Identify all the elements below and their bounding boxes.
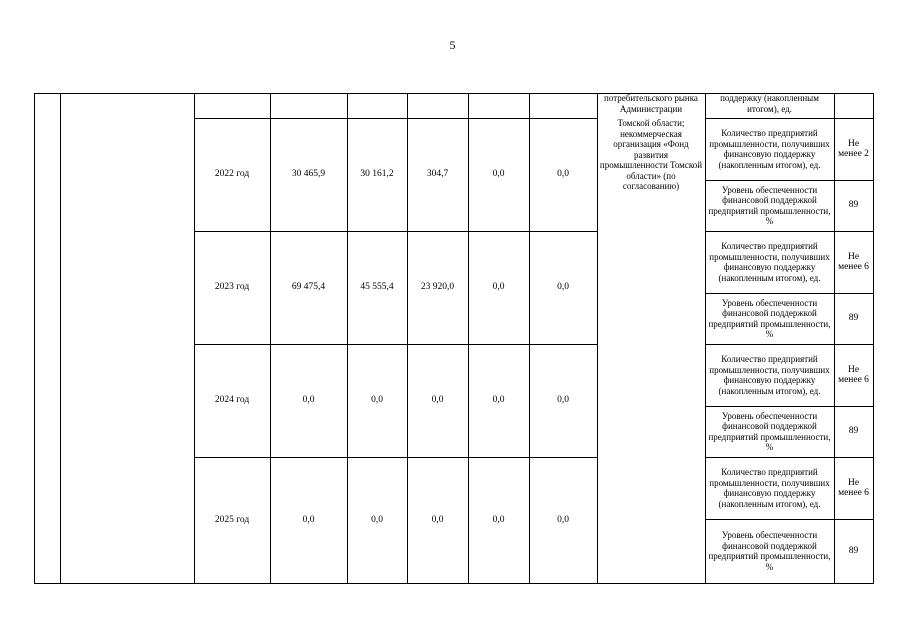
finance-cell: 0,0 xyxy=(557,395,569,406)
finance-total-cell: 0,0 xyxy=(302,514,315,525)
finance-total-cell: 30 465,9 xyxy=(291,169,326,180)
table-vertical-border xyxy=(60,93,61,584)
table-vertical-border xyxy=(347,93,348,584)
indicator-value-cell: Не менее 6 xyxy=(838,251,869,272)
table-vertical-border xyxy=(597,93,598,584)
indicator-value-cell: Не менее 2 xyxy=(838,138,869,159)
finance-cell: 0,0 xyxy=(492,169,505,180)
organization-cell: Томской области; некоммерческая организация «Фонд развития промышленности Томской области» (по согласованию) xyxy=(599,118,703,191)
year-cell: 2022 год xyxy=(214,169,250,180)
table-bottom-border xyxy=(34,583,874,584)
year-cell: 2025 год xyxy=(214,514,250,525)
indicator-value-cell: 89 xyxy=(848,545,859,556)
table-vertical-border xyxy=(34,93,35,584)
indicator-value-cell: Не менее 6 xyxy=(838,364,869,385)
finance-cell: 0,0 xyxy=(492,395,505,406)
finance-total-cell: 0,0 xyxy=(302,395,315,406)
table-vertical-border xyxy=(468,93,469,584)
finance-cell: 0,0 xyxy=(371,514,383,525)
table-vertical-border xyxy=(834,93,835,584)
indicator-cell: Количество предприятий промышленности, получивших финансовую поддержку (накопленным итогом), ед. xyxy=(709,128,830,170)
finance-total-cell: 69 475,4 xyxy=(291,282,326,293)
indicator-cell: Уровень обеспеченности финансовой поддержкой предприятий промышленности, % xyxy=(708,297,831,339)
finance-cell: 0,0 xyxy=(557,514,569,525)
table-vertical-border xyxy=(529,93,530,584)
table-vertical-border xyxy=(194,93,195,584)
finance-cell: 45 555,4 xyxy=(360,282,394,293)
finance-cell: 23 920,0 xyxy=(420,282,455,293)
finance-cell: 0,0 xyxy=(371,395,383,406)
indicator-value-cell: 89 xyxy=(848,313,859,324)
indicator-value-cell: 89 xyxy=(848,426,859,437)
table-vertical-border xyxy=(705,93,706,584)
page-number: 5 xyxy=(449,38,456,52)
year-cell: 2023 год xyxy=(214,282,250,293)
finance-cell: 0,0 xyxy=(557,282,569,293)
table-vertical-border xyxy=(270,93,271,584)
indicator-cell: Уровень обеспеченности финансовой поддержкой предприятий промышленности, % xyxy=(708,530,831,572)
indicator-value-cell: 89 xyxy=(848,200,859,211)
finance-cell: 0,0 xyxy=(431,395,444,406)
indicator-cell: Количество предприятий промышленности, получивших финансовую поддержку (накопленным итогом), ед. xyxy=(709,354,830,396)
indicator-cell: Количество предприятий промышленности, получивших финансовую поддержку (накопленным итогом), ед. xyxy=(709,467,830,509)
finance-cell: 0,0 xyxy=(557,169,569,180)
table-vertical-border xyxy=(407,93,408,584)
indicator-cell-fragment: поддержку (накопленным итогом), ед. xyxy=(720,93,819,114)
indicator-value-cell: Не менее 6 xyxy=(838,477,869,498)
finance-cell: 304,7 xyxy=(426,169,449,180)
finance-cell: 0,0 xyxy=(492,514,505,525)
finance-cell: 30 161,2 xyxy=(360,169,394,180)
indicator-cell: Уровень обеспеченности финансовой поддержкой предприятий промышленности, % xyxy=(708,410,831,452)
indicator-cell: Уровень обеспеченности финансовой поддержкой предприятий промышленности, % xyxy=(708,184,831,226)
finance-cell: 0,0 xyxy=(431,514,444,525)
organization-cell-fragment: потребительского рынка Администрации xyxy=(604,93,698,114)
indicator-cell: Количество предприятий промышленности, получивших финансовую поддержку (накопленным итогом), ед. xyxy=(709,241,830,283)
finance-cell: 0,0 xyxy=(492,282,505,293)
table-vertical-border xyxy=(873,93,874,584)
year-cell: 2024 год xyxy=(214,395,250,406)
